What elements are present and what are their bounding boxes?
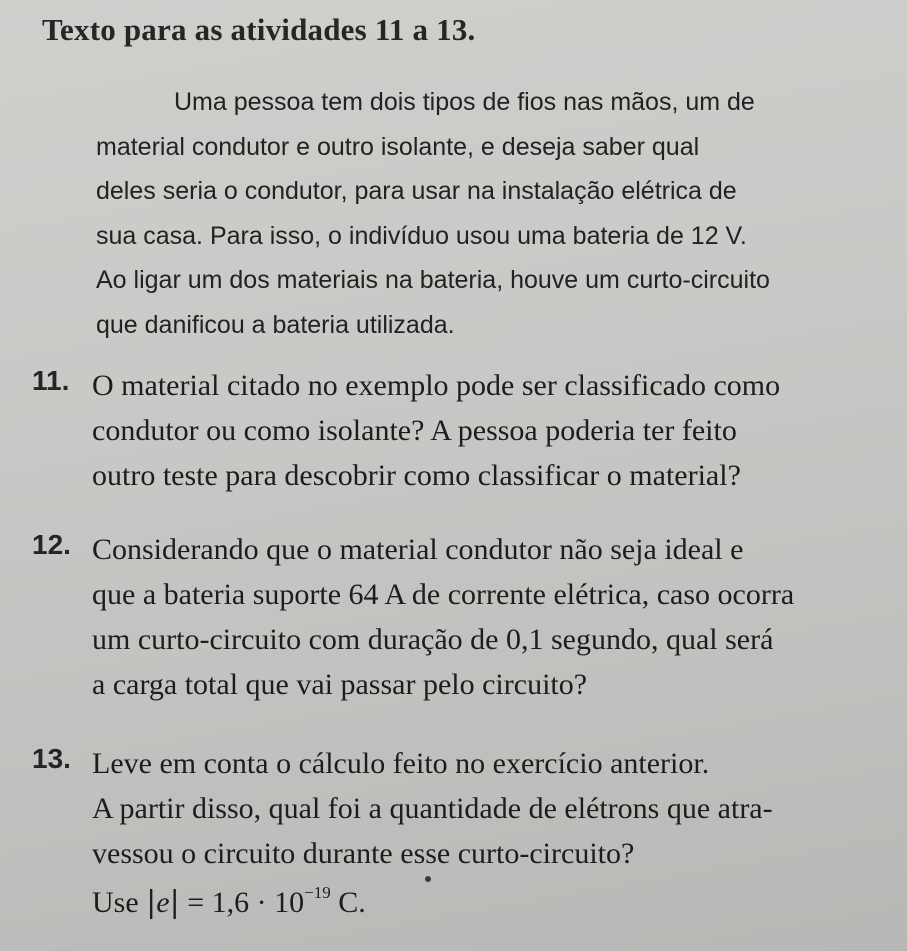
question-line: a carga total que vai passar pelo circuito?	[92, 668, 588, 701]
question-text	[92, 363, 780, 498]
question-text	[92, 741, 773, 925]
question-line: um curto-circuito com duração de 0,1 segundo, qual será	[92, 623, 774, 656]
question-number: 12.	[32, 529, 71, 560]
reading-passage	[96, 80, 866, 348]
question-line: Considerando que o material condutor não seja ideal e	[92, 533, 744, 566]
passage-line: Uma pessoa tem dois tipos de fios nas mãos, um de	[174, 88, 755, 116]
formula-exponent: −19	[304, 883, 331, 902]
electron-charge-formula	[92, 880, 773, 925]
abs-bar-right: |	[169, 885, 180, 920]
question-line: O material citado no exemplo pode ser classificado como	[92, 369, 781, 402]
question-line: A partir disso, qual foi a quantidade de elétrons que atra-	[92, 792, 773, 825]
question-number: 13.	[32, 743, 71, 774]
formula-prefix: Use	[92, 886, 139, 919]
question-number: 11.	[32, 365, 70, 396]
question-line: condutor ou como isolante? A pessoa poderia ter feito	[92, 414, 737, 447]
question-line: Leve em conta o cálculo feito no exercício anterior.	[92, 747, 710, 780]
passage-line: que danificou a bateria utilizada.	[96, 310, 455, 339]
question-line: outro teste para descobrir como classificar o material?	[92, 459, 741, 492]
abs-bar-left: |	[146, 885, 157, 920]
passage-line: deles seria o condutor, para usar na instalação elétrica de	[96, 177, 737, 206]
formula-value: = 1,6 · 10	[179, 886, 305, 919]
passage-line: Ao ligar um dos materiais na bateria, houve um curto-circuito	[96, 266, 770, 295]
text-heading: Texto para as atividades 11 a 13.	[42, 12, 476, 47]
question-text	[92, 527, 794, 707]
formula-unit: C.	[330, 886, 366, 919]
ink-dot	[425, 876, 431, 882]
formula-variable: e	[156, 886, 170, 919]
passage-line: sua casa. Para isso, o indivíduo usou uma bateria de 12 V.	[96, 221, 747, 250]
question-line: que a bateria suporte 64 A de corrente elétrica, caso ocorra	[92, 578, 795, 611]
passage-line: material condutor e outro isolante, e deseja saber qual	[96, 132, 700, 161]
question-line: vessou o circuito durante esse curto-circuito?	[92, 837, 635, 870]
